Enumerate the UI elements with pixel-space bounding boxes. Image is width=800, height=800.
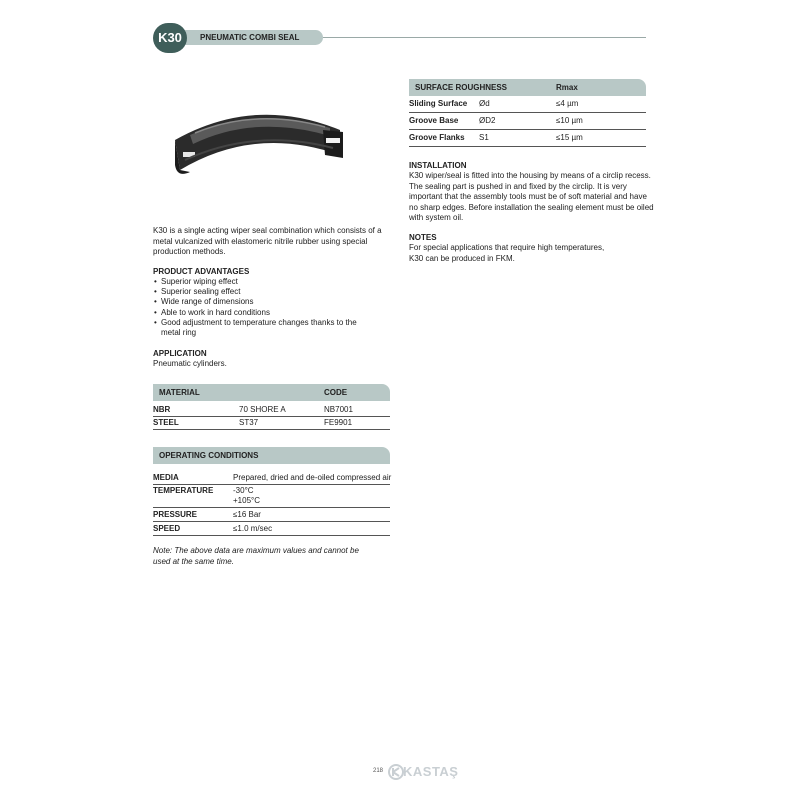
condition-value: ≤1.0 m/sec bbox=[233, 524, 273, 533]
table-row bbox=[153, 485, 390, 508]
column-header-roughness: SURFACE ROUGHNESS bbox=[415, 83, 508, 92]
condition-value: +105°C bbox=[233, 496, 260, 505]
material-name: STEEL bbox=[153, 418, 179, 427]
table-row bbox=[409, 130, 646, 147]
surface-roughness-table bbox=[409, 79, 646, 147]
material-name: NBR bbox=[153, 405, 171, 414]
application-text: Pneumatic cylinders. bbox=[153, 359, 227, 368]
list-item: • Able to work in hard conditions bbox=[153, 308, 378, 318]
product-code-badge: K30 bbox=[153, 23, 187, 53]
company-logo: KASTAŞ bbox=[403, 764, 459, 779]
installation-heading: INSTALLATION bbox=[409, 161, 467, 170]
description: K30 is a single acting wiper seal combination which consists of a metal vulcanized with elastomeric nitrile rubber using special production methods. bbox=[153, 226, 382, 256]
condition-value: -30°C bbox=[233, 486, 254, 495]
condition-label: PRESSURE bbox=[153, 510, 198, 519]
table-header bbox=[153, 384, 390, 401]
material-grade: 70 SHORE A bbox=[239, 405, 286, 414]
column-header-code: CODE bbox=[324, 388, 348, 397]
logo-mark-icon bbox=[388, 764, 404, 780]
installation-text: K30 wiper/seal is fitted into the housing by means of a circlip recess. The sealing part is pushed in and fixed by the circlip. It is very important that the assembly tools must be of soft material and have no sharp edges. Before installation the sealing element must be oiled with system oil. bbox=[409, 171, 654, 222]
surface-rmax: ≤15 µm bbox=[556, 133, 583, 142]
condition-value: ≤16 Bar bbox=[233, 510, 261, 519]
notes-heading: NOTES bbox=[409, 233, 437, 242]
table-row bbox=[409, 113, 646, 130]
surface-name: Groove Flanks bbox=[409, 133, 465, 142]
condition-value: Prepared, dried and de-oiled compressed air bbox=[233, 473, 392, 482]
notes-text: For special applications that require high temperatures, K30 can be produced in FKM. bbox=[409, 243, 605, 263]
condition-label: TEMPERATURE bbox=[153, 486, 214, 495]
list-item: • Superior wiping effect bbox=[153, 277, 378, 287]
material-grade: ST37 bbox=[239, 418, 259, 427]
material-code: FE9901 bbox=[324, 418, 353, 427]
operating-heading: OPERATING CONDITIONS bbox=[159, 451, 259, 460]
header-rule bbox=[323, 37, 646, 38]
advantages-heading: PRODUCT ADVANTAGES bbox=[153, 267, 250, 276]
surface-symbol: Ød bbox=[479, 99, 490, 108]
table-row bbox=[153, 404, 390, 417]
table-row bbox=[153, 522, 390, 536]
surface-name: Groove Base bbox=[409, 116, 459, 125]
table-row bbox=[153, 472, 390, 485]
table-row bbox=[153, 508, 390, 522]
page-title: PNEUMATIC COMBI SEAL bbox=[178, 30, 323, 45]
column-header-rmax: Rmax bbox=[556, 83, 578, 92]
condition-label: SPEED bbox=[153, 524, 181, 533]
advantages-list bbox=[153, 277, 378, 338]
material-table bbox=[153, 384, 390, 430]
list-item: • Wide range of dimensions bbox=[153, 297, 378, 307]
operating-conditions-table bbox=[153, 447, 390, 536]
list-item: • Superior sealing effect bbox=[153, 287, 378, 297]
table-header bbox=[409, 79, 646, 96]
surface-symbol: S1 bbox=[479, 133, 489, 142]
surface-symbol: ØD2 bbox=[479, 116, 496, 125]
table-header bbox=[153, 447, 390, 464]
surface-name: Sliding Surface bbox=[409, 99, 468, 108]
condition-label: MEDIA bbox=[153, 473, 179, 482]
surface-rmax: ≤10 µm bbox=[556, 116, 583, 125]
footnote: Note: The above data are maximum values and cannot be used at the same time. bbox=[153, 546, 359, 566]
list-item: • Good adjustment to temperature changes thanks to the metal ring bbox=[153, 318, 378, 338]
column-header-material: MATERIAL bbox=[159, 388, 200, 397]
seal-illustration bbox=[165, 100, 345, 190]
application-heading: APPLICATION bbox=[153, 349, 207, 358]
table-row bbox=[153, 417, 390, 430]
page-number: 218 bbox=[373, 768, 384, 774]
surface-rmax: ≤4 µm bbox=[556, 99, 579, 108]
table-row bbox=[409, 96, 646, 113]
material-code: NB7001 bbox=[324, 405, 353, 414]
